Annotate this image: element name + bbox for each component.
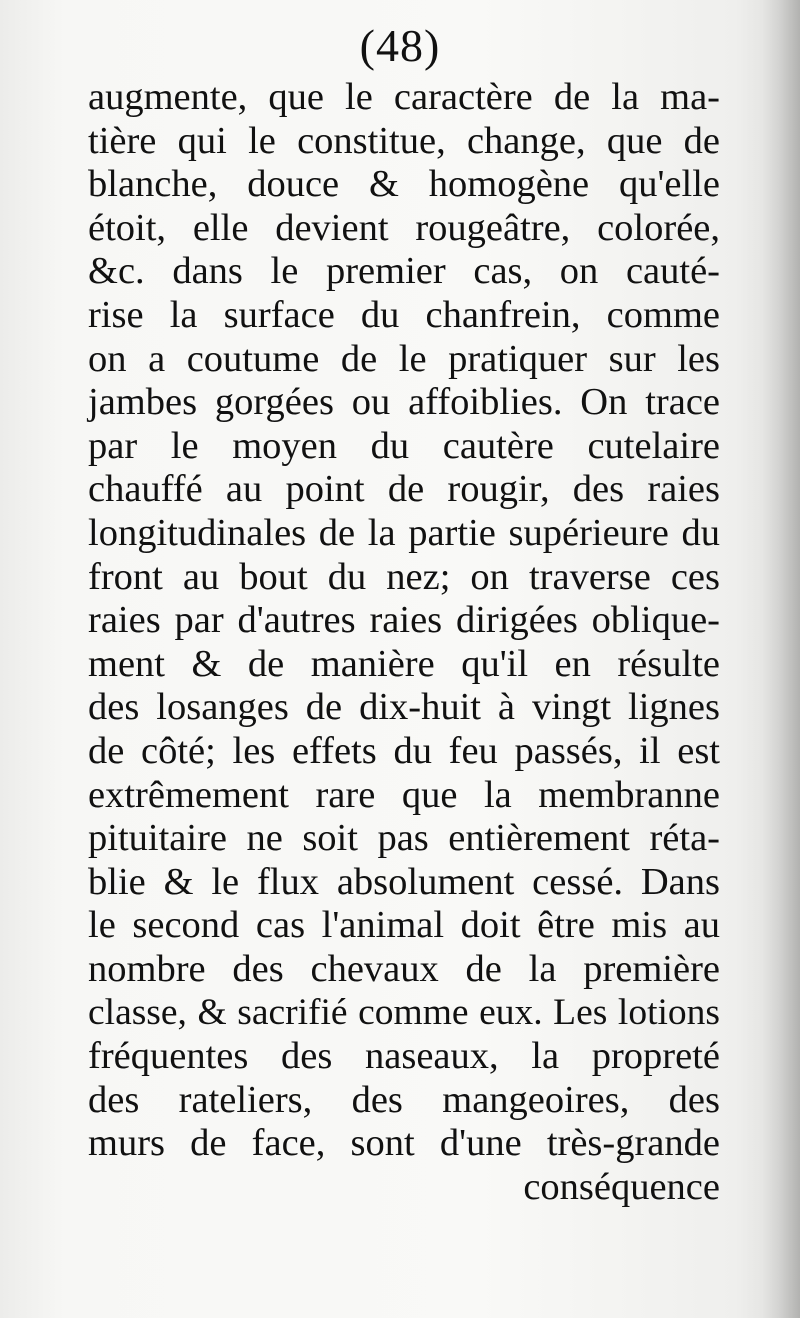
text-line: rise la surface du chanfrein, comme bbox=[88, 293, 720, 336]
text-line: chauffé au point de rougir, des raies bbox=[88, 468, 720, 511]
text-line: des rateliers, des mangeoires, des bbox=[88, 1078, 720, 1121]
text-line: tière qui le constitue, change, que de bbox=[88, 119, 720, 162]
text-line: front au bout du nez; on traverse ces bbox=[88, 555, 720, 598]
page-gutter-shadow bbox=[762, 0, 800, 1318]
body-text bbox=[88, 76, 720, 1209]
text-line: raies par d'autres raies dirigées oblique- bbox=[88, 599, 720, 642]
text-line: longitudinales de la partie supérieure du bbox=[88, 511, 720, 554]
text-line: augmente, que le caractère de la ma- bbox=[88, 76, 720, 118]
text-line: le second cas l'animal doit être mis au bbox=[88, 904, 720, 947]
text-line: &c. dans le premier cas, on cauté- bbox=[88, 250, 720, 293]
text-line: extrêmement rare que la membranne bbox=[88, 773, 720, 816]
text-line: classe, & sacrifié comme eux. Les lotions bbox=[88, 992, 720, 1034]
text-line: murs de face, sont d'une très-grande bbox=[88, 1122, 720, 1165]
text-line: blie & le flux absolument cessé. Dans bbox=[88, 860, 720, 903]
text-line: de côté; les effets du feu passés, il est bbox=[88, 729, 720, 772]
text-line: on a coutume de le pratiquer sur les bbox=[88, 337, 720, 380]
text-line: blanche, douce & homogène qu'elle bbox=[88, 163, 720, 206]
text-line: nombre des chevaux de la première bbox=[88, 947, 720, 990]
text-line: par le moyen du cautère cutelaire bbox=[88, 424, 720, 467]
text-line: ment & de manière qu'il en résulte bbox=[88, 642, 720, 685]
text-line: des losanges de dix-huit à vingt lignes bbox=[88, 686, 720, 729]
text-line: jambes gorgées ou affoiblies. On trace bbox=[88, 381, 720, 424]
text-line: fréquentes des naseaux, la propreté bbox=[88, 1035, 720, 1078]
text-line: pituitaire ne soit pas entièrement réta- bbox=[88, 817, 720, 860]
text-line: étoit, elle devient rougeâtre, colorée, bbox=[88, 206, 720, 249]
page-number: (48) bbox=[359, 20, 441, 71]
catchword: conséquence bbox=[523, 1165, 720, 1208]
